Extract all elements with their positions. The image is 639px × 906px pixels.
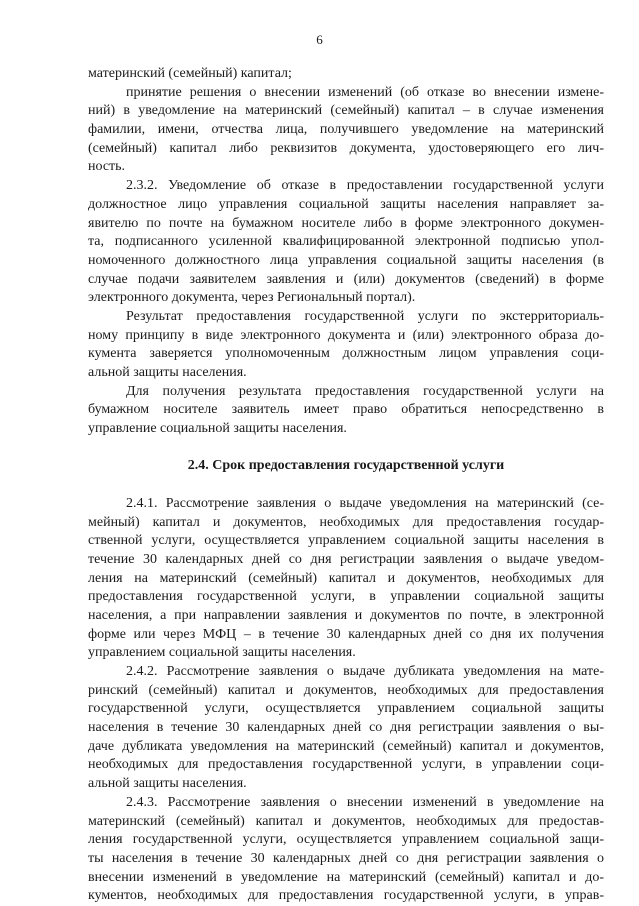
- spacer: [88, 476, 604, 495]
- text-line: Результат предоставления государственной услуги по экстерриториаль-: [126, 308, 604, 324]
- text-line: ления государственной услуги, осуществляется управлением социальной защи-: [88, 832, 604, 848]
- paragraph: [88, 663, 604, 794]
- section-heading: 2.4. Срок предоставления государственной услуги: [187, 458, 505, 474]
- text-line: явителю по почте на бумажном носителе либо в форме электронного докумен-: [88, 215, 604, 231]
- text-line: предоставления государственной услуги, в управлении социальной защиты: [88, 589, 604, 605]
- text-line: населения, а при направлении заявления и документов по почте, в электронной: [88, 607, 604, 623]
- text-line: материнский (семейный) капитал;: [88, 66, 292, 81]
- text-line: даче дубликата уведомления на материнский (семейный) капитал и документов,: [88, 738, 604, 754]
- text-line: альной защиты населения.: [88, 776, 247, 792]
- text-line: электронного документа, через Региональный портал).: [88, 290, 416, 306]
- paragraph: [88, 383, 604, 439]
- text-line: государственной услуги, осуществляется управлением социальной защиты: [88, 701, 604, 717]
- text-line: 2.4.2. Рассмотрение заявления о выдаче дубликата уведомления на мате-: [126, 664, 604, 679]
- text-line: должностное лицо управления социальной защиты населения направляет за-: [88, 196, 604, 212]
- text-line: альной защиты населения.: [88, 365, 247, 380]
- page-number: 6: [316, 32, 323, 47]
- text-line: необходимых для предоставления государственной услуги, в управлении соци-: [88, 757, 604, 773]
- text-line: кументов, необходимых для предоставления государственной услуги, в управ-: [88, 888, 604, 904]
- text-line: внесении изменений в уведомление на материнский (семейный) капитал и до-: [88, 869, 604, 885]
- paragraph: [88, 794, 604, 906]
- text-line: мейный) капитал и документов, необходимых для предоставления государ-: [88, 514, 604, 530]
- paragraph: [88, 177, 604, 308]
- text-line: фамилии, имени, отчества лица, получившего уведомление на материнский: [88, 122, 604, 138]
- text-line: принятие решения о внесении изменений (об отказе во внесении измене-: [126, 84, 604, 100]
- text-line: ний) в уведомление на материнский (семейный) капитал – в случае изменения: [88, 103, 604, 119]
- text-line: материнский (семейный) капитал и документов, необходимых для предостав-: [88, 813, 604, 829]
- paragraph: [88, 65, 604, 84]
- text-line: та, подписанного усиленной квалифицированной электронной подписью упол-: [88, 234, 604, 250]
- text-line: ность.: [88, 159, 126, 175]
- text-line: населения в течение 30 календарных дней со дня регистрации заявления о вы-: [88, 720, 604, 736]
- text-line: ты населения в течение 30 календарных дней со дня регистрации заявления о: [88, 850, 604, 866]
- paragraph: [88, 84, 604, 177]
- text-line: форме или через МФЦ – в течение 30 календарных дней со дня их получения: [88, 626, 604, 642]
- text-line: случае подачи заявителем заявления и (или) документов (сведений) в форме: [88, 271, 604, 287]
- text-line: управление социальной защиты населения.: [88, 421, 347, 437]
- text-line: ному принципу в виде электронного документа и (или) электронного образа до-: [88, 327, 604, 343]
- paragraph: [88, 495, 604, 663]
- text-line: бумажном носителе заявитель имеет право обратиться непосредственно в: [88, 402, 604, 418]
- text-line: течение 30 календарных дней со дня регистрации заявления о выдаче уведом-: [88, 551, 604, 567]
- text-line: управлением социальной защиты населения.: [88, 645, 356, 661]
- text-line: (семейный) капитал либо реквизитов документа, удостоверяющего его лич-: [88, 140, 604, 156]
- text-line: номоченного должностного лица управления социальной защиты населения (в: [88, 252, 604, 268]
- document-body: [88, 65, 604, 906]
- text-line: ринский (семейный) капитал и документов, необходимых для предоставления: [88, 682, 604, 698]
- text-line: ственной услуги, осуществляется управлением социальной защиты населения в: [88, 533, 604, 549]
- text-line: кумента заверяется уполномоченным должностным лицом управления соци-: [88, 346, 604, 362]
- text-line: 2.3.2. Уведомление об отказе в предоставлении государственной услуги: [126, 178, 604, 194]
- paragraph: [88, 308, 604, 383]
- section-2-3-continuation: [88, 65, 604, 439]
- text-line: 2.4.3. Рассмотрение заявления о внесении изменений в уведомление на: [126, 794, 604, 810]
- section-2-4-body: [88, 495, 604, 906]
- text-line: 2.4.1. Рассмотрение заявления о выдаче уведомления на материнский (се-: [126, 495, 604, 511]
- spacer: [88, 439, 604, 458]
- text-line: ления на материнский (семейный) капитал и документов, необходимых для: [88, 570, 604, 586]
- text-line: Для получения результата предоставления государственной услуги на: [126, 383, 604, 399]
